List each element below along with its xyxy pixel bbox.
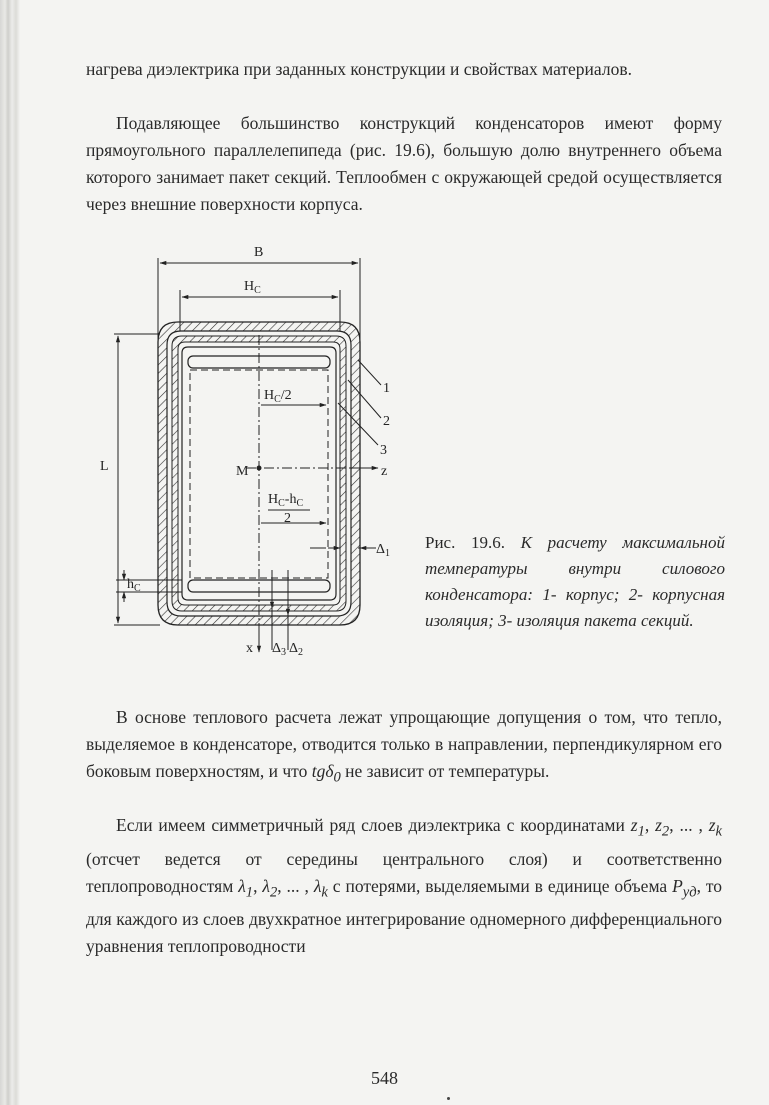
label-hc: $H_C$: [244, 279, 261, 296]
label-l: L: [100, 459, 109, 474]
figure-caption: Рис. 19.6. К расчету максимальной температуры внутри силового конденсатора: 1- корпус; 2- корпусная изоляция; 3- изоляция пакета секций.: [425, 533, 725, 630]
label-delta1: $\Delta_1$: [376, 542, 391, 559]
callout-1: 1: [383, 381, 390, 396]
label-hc-half: $H_C/2$: [264, 388, 292, 405]
label-frac-bottom: 2: [284, 511, 291, 526]
label-delta3: $\Delta_3$: [272, 641, 287, 658]
label-m: M: [236, 464, 249, 479]
book-binding-shadow: [0, 0, 20, 1105]
page-number: 548: [371, 1068, 398, 1088]
label-hc-small: $h_C$: [127, 577, 141, 594]
scan-dot: [447, 1097, 450, 1100]
paragraph-condenser-shape: Подавляющее большинство конструкций конденсаторов имеют форму прямоугольного параллелепипеда (рис. 19.6), большую долю внутреннего объема которого занимает пакет секций. Теплообмен с окружающей средой осуществляется через внешние поверхности корпуса.: [86, 113, 722, 214]
paragraph-layers: Если имеем симметричный ряд слоев диэлектрика с координатами $z_1$, $z_2$, ... , $z_k$ (отсчет ведется от середины центрального слоя) и соответственно теплопроводностям $\lambda_1$, $\lambda_2$, ... , $\lambda_k$ с потерями, выделяемыми в единице объема $P_{уд}$, то для каждого из слоев двухкратное интегрирование одномерного дифференциального уравнения теплопроводности: [86, 815, 723, 956]
callout-3: 3: [380, 443, 387, 458]
callout-2: 2: [383, 414, 390, 429]
label-b: B: [254, 245, 264, 260]
label-z: z: [381, 464, 388, 479]
label-x: x: [246, 641, 253, 656]
label-delta2: $\Delta_2$: [289, 641, 304, 658]
condenser-cross-section-figure: [96, 240, 406, 665]
paragraph-continuation: нагрева диэлектрика при заданных конструкции и свойствах материалов.: [86, 59, 632, 79]
paragraph-assumptions: В основе теплового расчета лежат упрощающие допущения о том, что тепло, выделяемое в конденсаторе, отводится только в направлении, перпендикулярном его боковым поверхностям, и что tgδ$_0$ не зависит от температуры.: [86, 707, 722, 786]
label-frac-top: $H_C-h_C$: [268, 492, 304, 509]
